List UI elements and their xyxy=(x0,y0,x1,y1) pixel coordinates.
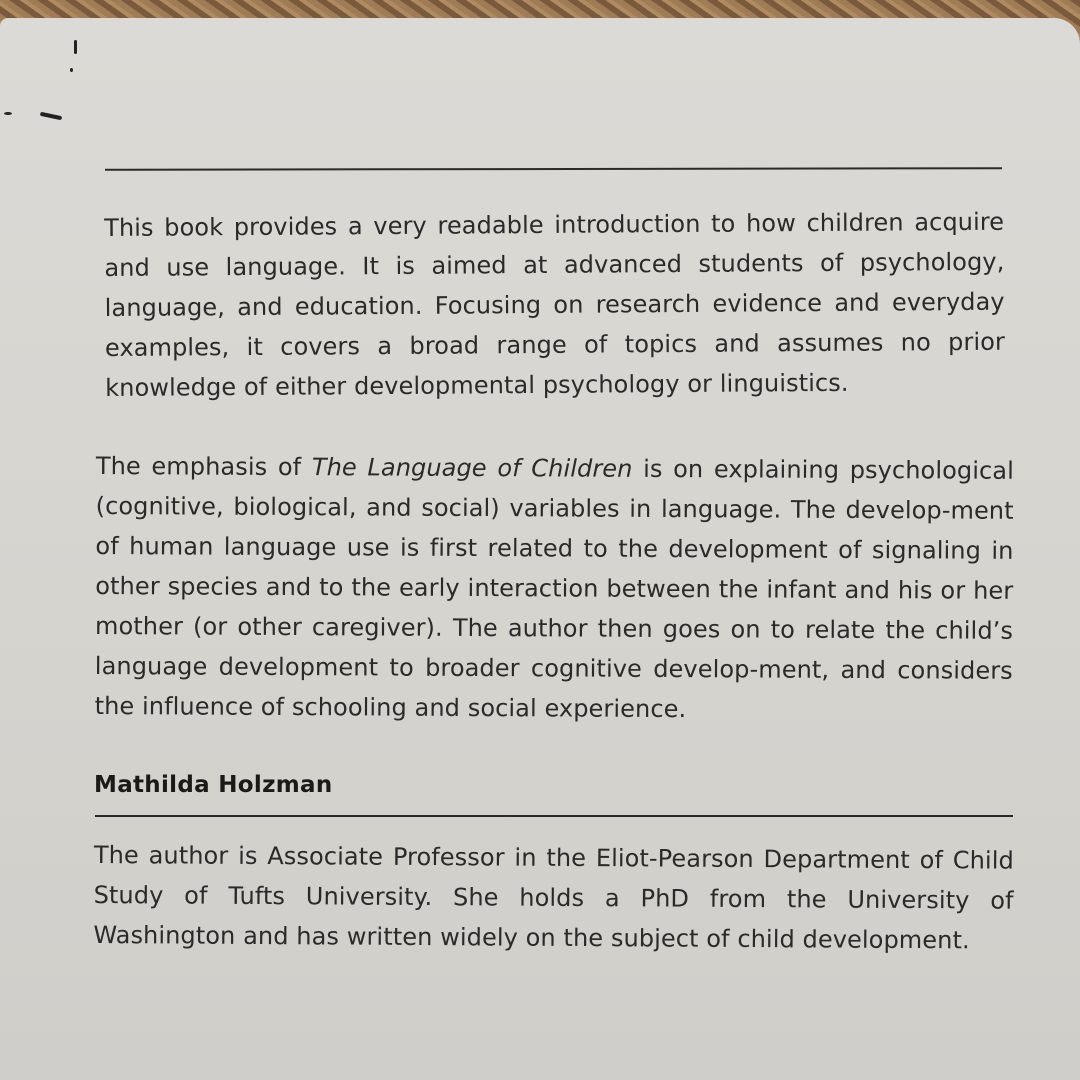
dust-speck xyxy=(4,112,12,115)
paragraph-2-intro: The emphasis of xyxy=(95,451,312,482)
paragraph-2-body: is on explaining psychological (cognitive, biological, and social) variables in language. The develop-ment of human language use is first related to the development of signaling in other species and to the early interaction between the infant and his or her mother (or other caregiver). The author then goes on to relate the child’s language development to broader cognitive develop-ment, and considers the influence of schooling and social experience. xyxy=(94,454,1014,724)
author-name: Mathilda Holzman xyxy=(94,772,333,798)
description-paragraph-1: This book provides a very readable introduction to how children acquire and use language. It is aimed at advanced students of psychology, language, and education. Focusing on research evidence and everyday examples, it covers a broad range of topics and assumes no prior knowledge of either developmental psychology or linguistics. xyxy=(104,207,1006,402)
author-bio: The author is Associate Professor in the Eliot-Pearson Department of Child Study of Tufts University. She holds a PhD from the University of Washington and has written widely on the subject of child development. xyxy=(93,840,1014,955)
dust-speck xyxy=(70,68,73,72)
dust-speck xyxy=(40,112,62,120)
dust-speck xyxy=(74,40,77,54)
description-paragraph-2 xyxy=(95,446,1014,731)
author-divider xyxy=(95,815,1013,817)
book-title-italic: The Language of Children xyxy=(311,453,633,483)
